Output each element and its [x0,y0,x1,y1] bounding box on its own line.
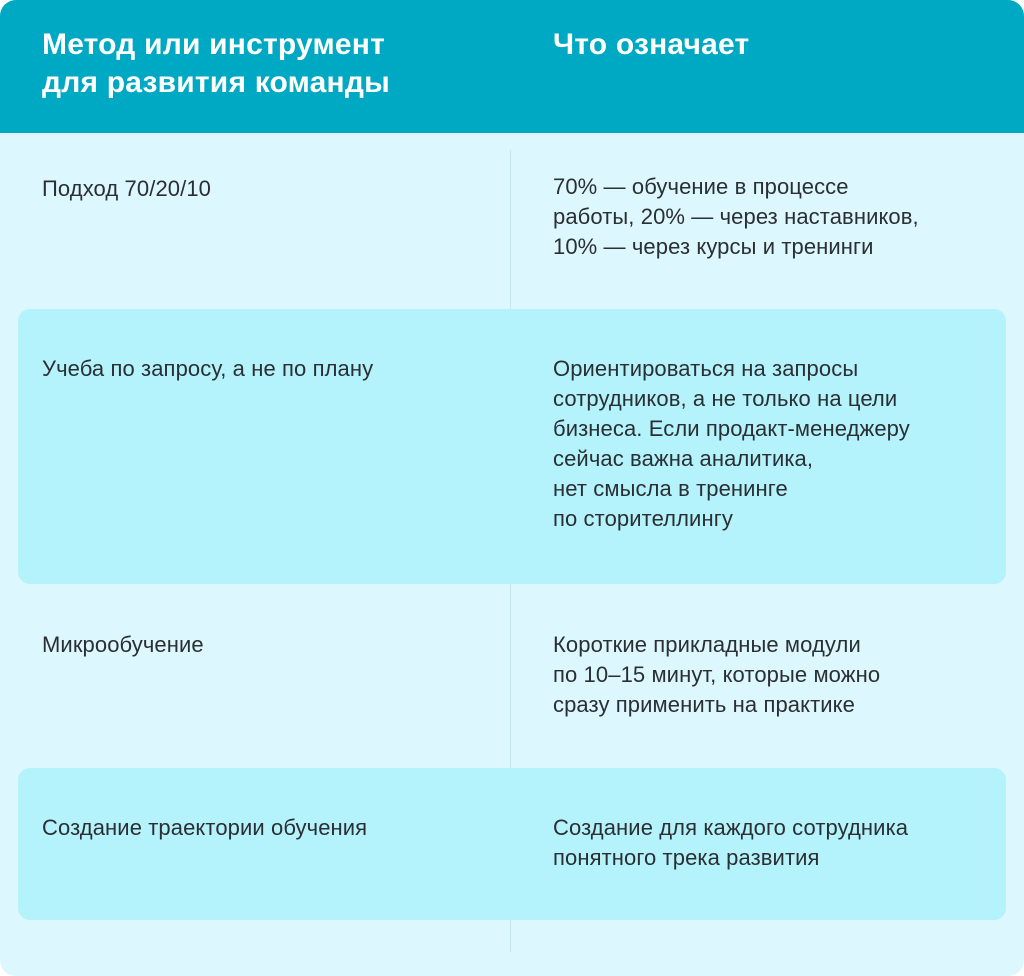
table-row [18,768,1006,920]
method-text: Учеба по запросу, а не по плану [42,356,374,381]
method-cell [42,630,482,660]
header-method-line: Метод или инструмент [42,28,386,61]
method-cell [42,813,482,843]
meaning-line: 70% — обучение в процессе [553,174,849,199]
header-meaning-column [553,26,993,64]
method-text: Создание траектории обучения [42,815,368,840]
method-text: Микрообучение [42,632,204,657]
meaning-line: Создание для каждого сотрудника [553,815,909,840]
header-method-line: для развития команды [42,66,390,99]
table-row [18,585,1006,767]
header-method-column [42,26,482,102]
meaning-line: по сторителлингу [553,506,733,531]
method-cell [42,354,482,384]
meaning-cell [553,813,993,873]
meaning-cell [553,172,993,262]
meaning-line: Ориентироваться на запросы [553,356,859,381]
meaning-cell [553,354,993,534]
meaning-line: сейчас важна аналитика, [553,446,814,471]
table-row [18,309,1006,584]
method-text: Подход 70/20/10 [42,176,211,201]
header-meaning-line: Что означает [553,28,750,61]
table-header [0,0,1024,133]
meaning-line: 10% — через курсы и тренинги [553,234,874,259]
meaning-line: по 10–15 минут, которые можно [553,662,881,687]
method-cell [42,174,482,204]
meaning-line: Короткие прикладные модули [553,632,861,657]
table-row [18,150,1006,308]
meaning-line: бизнеса. Если продакт-менеджеру [553,416,910,441]
meaning-line: сотрудников, а не только на цели [553,386,898,411]
meaning-line: понятного трека развития [553,845,820,870]
meaning-cell [553,630,993,720]
meaning-line: нет смысла в тренинге [553,476,788,501]
meaning-line: работы, 20% — через наставников, [553,204,919,229]
meaning-line: сразу применить на практике [553,692,855,717]
